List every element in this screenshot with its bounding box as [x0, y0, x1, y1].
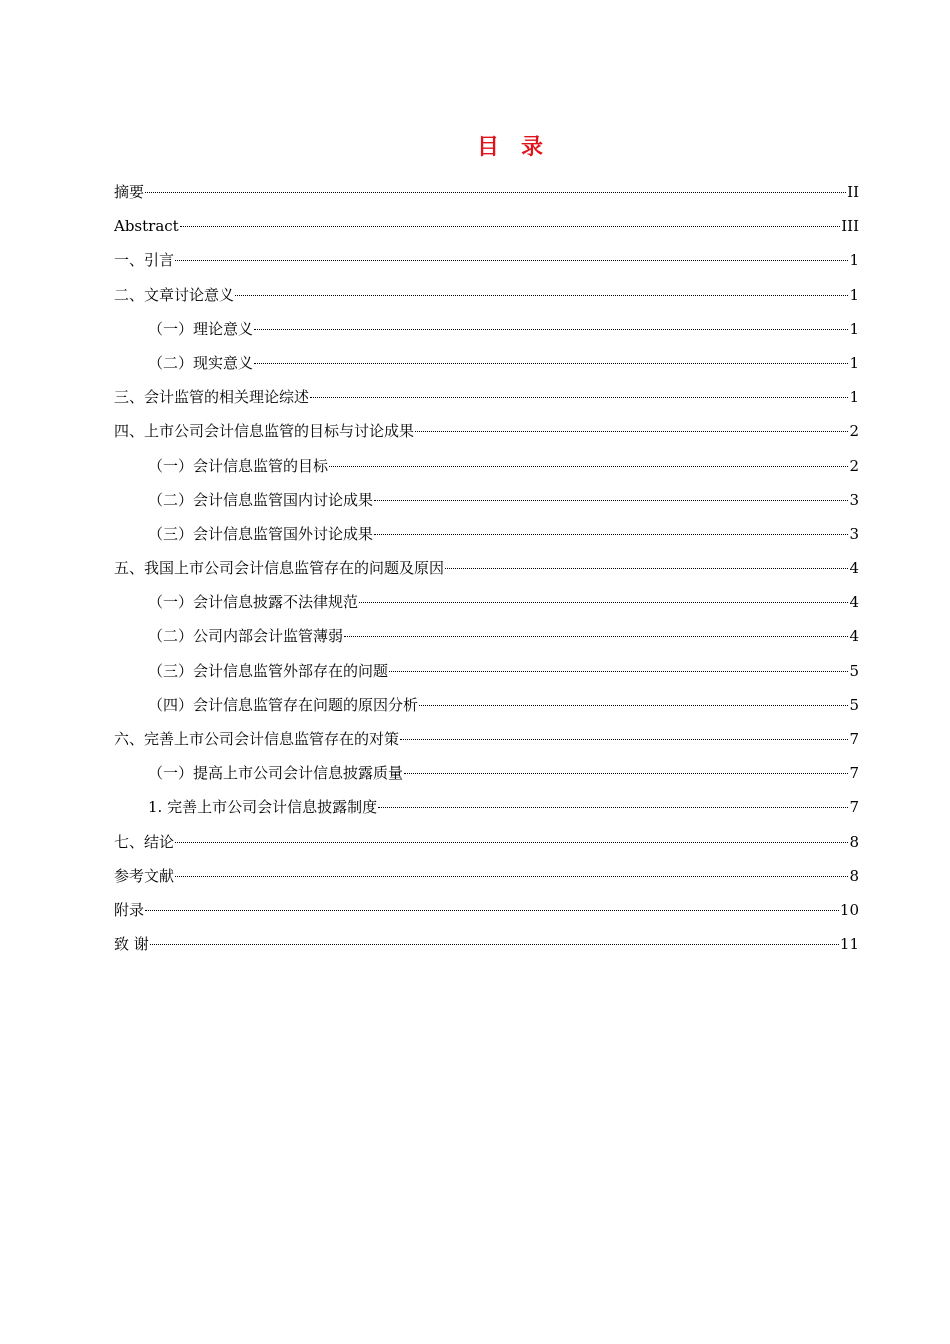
toc-entry[interactable] — [114, 522, 859, 556]
toc-entry-page-number: 2 — [849, 422, 859, 441]
toc-entry-label: 七、结论 — [114, 832, 175, 851]
toc-entry-page-number: III — [841, 217, 859, 236]
toc-entry[interactable] — [114, 419, 859, 453]
toc-entry-page-number: 4 — [849, 559, 859, 578]
dot-leader — [400, 738, 848, 740]
toc-entry-label: 参考文献 — [114, 866, 175, 885]
dot-leader — [374, 499, 848, 501]
dot-leader — [235, 294, 848, 296]
toc-entry[interactable] — [114, 180, 859, 214]
toc-entry[interactable] — [114, 693, 859, 727]
toc-entry[interactable] — [114, 727, 859, 761]
toc-entry-page-number: 1 — [849, 353, 859, 372]
toc-entry[interactable] — [114, 385, 859, 419]
toc-entry-label: 1. 完善上市公司会计信息披露制度 — [148, 798, 378, 817]
toc-entry-label: （一）会计信息监管的目标 — [148, 456, 329, 475]
toc-entry-label: 摘要 — [114, 183, 145, 201]
toc-entry-page-number: 8 — [849, 832, 859, 851]
toc-entry-label: 一、引言 — [114, 251, 175, 270]
dot-leader — [415, 430, 848, 432]
toc-entry-page-number: 4 — [849, 627, 859, 646]
dot-leader — [359, 601, 848, 603]
toc-entry-label: 四、上市公司会计信息监管的目标与讨论成果 — [114, 422, 415, 441]
toc-entry[interactable] — [114, 659, 859, 693]
toc-entry-label: 致 谢 — [114, 935, 149, 954]
toc-entry[interactable] — [114, 624, 859, 658]
toc-entry[interactable] — [114, 795, 859, 829]
toc-entry-page-number: 3 — [849, 524, 859, 543]
dot-leader — [374, 533, 848, 535]
toc-entry[interactable] — [114, 830, 859, 864]
toc-title-char-2: 录 — [521, 135, 544, 160]
toc-entry[interactable] — [114, 932, 859, 966]
toc-entry-label: （二）现实意义 — [148, 353, 254, 372]
toc-entry-page-number: 7 — [849, 798, 859, 817]
toc-title-char-1: 目 — [476, 135, 499, 160]
toc-entry-page-number: 1 — [849, 251, 859, 270]
toc-entry[interactable] — [114, 214, 859, 248]
toc-entry-label: Abstract — [114, 217, 179, 236]
toc-entry[interactable] — [114, 556, 859, 590]
toc-entry-page-number: 7 — [849, 764, 859, 783]
dot-leader — [175, 841, 848, 843]
toc-entry-label: （三）会计信息监管国外讨论成果 — [148, 524, 374, 543]
toc-entry-label: 附录 — [114, 900, 145, 919]
dot-leader — [445, 567, 848, 569]
toc-entry-page-number: 7 — [849, 730, 859, 748]
toc-entry[interactable] — [114, 864, 859, 898]
toc-entry-page-number: 8 — [849, 866, 859, 885]
dot-leader — [404, 772, 848, 774]
dot-leader — [175, 875, 848, 877]
toc-entry[interactable] — [114, 248, 859, 282]
dot-leader — [254, 362, 848, 364]
toc-entry-page-number: 5 — [849, 661, 859, 680]
toc-entry-label: （三）会计信息监管外部存在的问题 — [148, 661, 389, 680]
toc-entry-page-number: 3 — [849, 490, 859, 509]
toc-entry[interactable] — [114, 590, 859, 624]
toc-entry-label: （二）公司内部会计监管薄弱 — [148, 627, 344, 646]
dot-leader — [180, 225, 841, 227]
toc-entry[interactable] — [114, 761, 859, 795]
dot-leader — [145, 909, 839, 911]
toc-entry-page-number: 10 — [839, 900, 859, 919]
toc-entry-label: （二）会计信息监管国内讨论成果 — [148, 490, 374, 509]
toc-entry-page-number: 1 — [849, 319, 859, 338]
toc-entry[interactable] — [114, 488, 859, 522]
toc-entry-page-number: II — [847, 183, 859, 201]
toc-entry-page-number: 11 — [839, 935, 859, 954]
toc-entry[interactable] — [114, 898, 859, 932]
toc-entry[interactable] — [114, 454, 859, 488]
toc-entry[interactable] — [114, 317, 859, 351]
toc-entry-page-number: 5 — [849, 695, 859, 714]
dot-leader — [150, 943, 839, 945]
dot-leader — [389, 670, 848, 672]
toc-list — [114, 180, 859, 966]
dot-leader — [254, 328, 848, 330]
toc-entry-label: 六、完善上市公司会计信息监管存在的对策 — [114, 730, 400, 748]
toc-entry-label: 三、会计监管的相关理论综述 — [114, 388, 310, 407]
toc-entry-label: （四）会计信息监管存在问题的原因分析 — [148, 695, 419, 714]
toc-entry[interactable] — [114, 283, 859, 317]
dot-leader — [310, 396, 848, 398]
dot-leader — [329, 465, 848, 467]
toc-entry-page-number: 1 — [849, 388, 859, 407]
dot-leader — [344, 635, 848, 637]
toc-title — [0, 133, 950, 163]
dot-leader — [145, 191, 846, 193]
toc-entry-label: （一）提高上市公司会计信息披露质量 — [148, 764, 404, 783]
toc-entry[interactable] — [114, 351, 859, 385]
dot-leader — [419, 704, 848, 706]
dot-leader — [175, 259, 848, 261]
toc-entry-label: 二、文章讨论意义 — [114, 285, 235, 304]
toc-entry-page-number: 2 — [849, 456, 859, 475]
toc-entry-label: 五、我国上市公司会计信息监管存在的问题及原因 — [114, 559, 445, 578]
toc-entry-label: （一）会计信息披露不法律规范 — [148, 593, 359, 612]
toc-entry-page-number: 1 — [849, 285, 859, 304]
toc-entry-page-number: 4 — [849, 593, 859, 612]
dot-leader — [378, 806, 848, 808]
toc-entry-label: （一）理论意义 — [148, 319, 254, 338]
